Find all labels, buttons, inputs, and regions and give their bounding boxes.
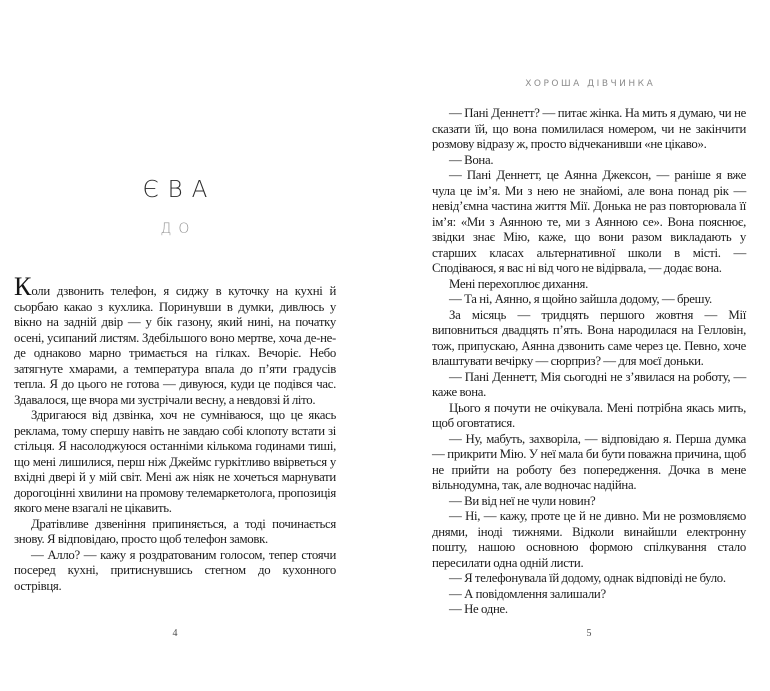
chapter-title: ЄВА xyxy=(142,177,217,203)
left-page xyxy=(14,0,336,691)
opening-paragraph xyxy=(14,272,336,408)
right-page-text xyxy=(432,106,746,618)
page-number-left: 4 xyxy=(172,628,178,639)
paragraph: — Ви від неї не чули новин? xyxy=(449,493,596,508)
paragraph: — Вона. xyxy=(449,152,494,167)
paragraph: — Пані Деннетт, це Аянна Джексон, — раніше я вже чула це ім’я. Ми з нею не знайомі, але вона понад рік — невід’ємна частина життя Мії. Донька не раз повторювала її ім’я: «Ми з Аянною те, ми з Аянною се». Вона пояснює, звідки знає Мію, каже, що вони разом викладають у старших класах альтернативної школи в місті. — Сподіваюся, я вас ні від чого не відірвала, — додає вона. xyxy=(432,168,746,275)
right-page xyxy=(432,0,746,691)
chapter-subtitle: ДО xyxy=(160,221,197,237)
paragraph: За місяць — тридцять першого жовтня — Мії виповниться двадцять п’ять. Вона народилася на Гелловін, тож, припускаю, Аянна дзвонить саме через це. Певно, хоче влаштувати вечірку — сюрприз? — для моєї доньки. xyxy=(432,307,746,368)
paragraph: Мені перехоплює дихання. xyxy=(449,276,588,291)
paragraph: — Ні, — кажу, проте це й не дивно. Ми не розмовляємо днями, іноді тижнями. Відколи винайшли електронну пошту, нашою основною формою спілкування стало пересилати одна одній листи. xyxy=(432,509,746,570)
paragraph: Здригаюся від дзвінка, хоч не сумніваюся, що це якась реклама, тому спершу навіть не завдаю собі клопоту встати зі стільця. Я насолоджуюся останніми кількома годинами тиші, що мені лишилися, перш ніж Джеймс гуркітливо ввірветься у вхідні двері й у мій світ. Мені аж ніяк не хочеться марнувати дорогоцінні хвилини на промову телемаркетолога, пропозиція якого мене взагалі не цікавить. xyxy=(14,408,336,515)
paragraph: — Я телефонувала їй додому, однак відповіді не було. xyxy=(449,571,726,585)
paragraph: Дратівливе дзвеніння припиняється, а тоді починається знову. Я відповідаю, просто щоб телефон замовк. xyxy=(14,516,336,546)
left-page-text xyxy=(14,272,336,594)
raised-initial: К xyxy=(14,272,32,301)
page-number-right: 5 xyxy=(586,628,592,639)
paragraph: — Алло? — кажу я роздратованим голосом, тепер стоячи посеред кухні, притиснувшись стегном до кухонного острівця. xyxy=(14,547,336,593)
paragraph: Цього я почути не очікувала. Мені потрібна якась мить, щоб оговтатися. xyxy=(432,400,746,430)
paragraph: — Пані Деннетт? — питає жінка. На мить я думаю, чи не сказати їй, що вона помилилася номером, чи не закінчити розмову відразу ж, просто відчеканивши «не цікаво». xyxy=(432,106,746,151)
opening-paragraph-text: оли дзвонить телефон, я сиджу в куточку на кухні й сьорбаю какао з кухлика. Поринувши в думки, дивлюсь у вікно на задній двір — у бік газону, який нині, на початку осені, усипаний листям. Здебільшого воно мертве, хоча де-не-де однаково марно тримається на гілках. Вечоріє. Небо затягнуте хмарами, а температура впала до п’яти градусів тепла. Я до цього не готова — дивуюся, куди це подівся час. Здавалося, ще вчора ми зустрічали весну, а невдовзі й літо. xyxy=(14,284,336,407)
paragraph: — Та ні, Аянно, я щойно зайшла додому, — брешу. xyxy=(449,292,712,306)
paragraph: — Ну, мабуть, захворіла, — відповідаю я. Перша думка — прикрити Мію. У неї мала би бути поважна причина, щоб не прийти на роботу без попередження. Дочка в мене вільнодумна, так, але водночас надійна. xyxy=(432,431,746,492)
paragraph: — А повідомлення залишали? xyxy=(449,586,606,601)
running-head: ХОРОША ДІВЧИНКА xyxy=(525,79,656,89)
paragraph: — Не одне. xyxy=(449,602,508,616)
paragraph: — Пані Деннетт, Мія сьогодні не з’явилася на роботу, — каже вона. xyxy=(432,369,746,399)
